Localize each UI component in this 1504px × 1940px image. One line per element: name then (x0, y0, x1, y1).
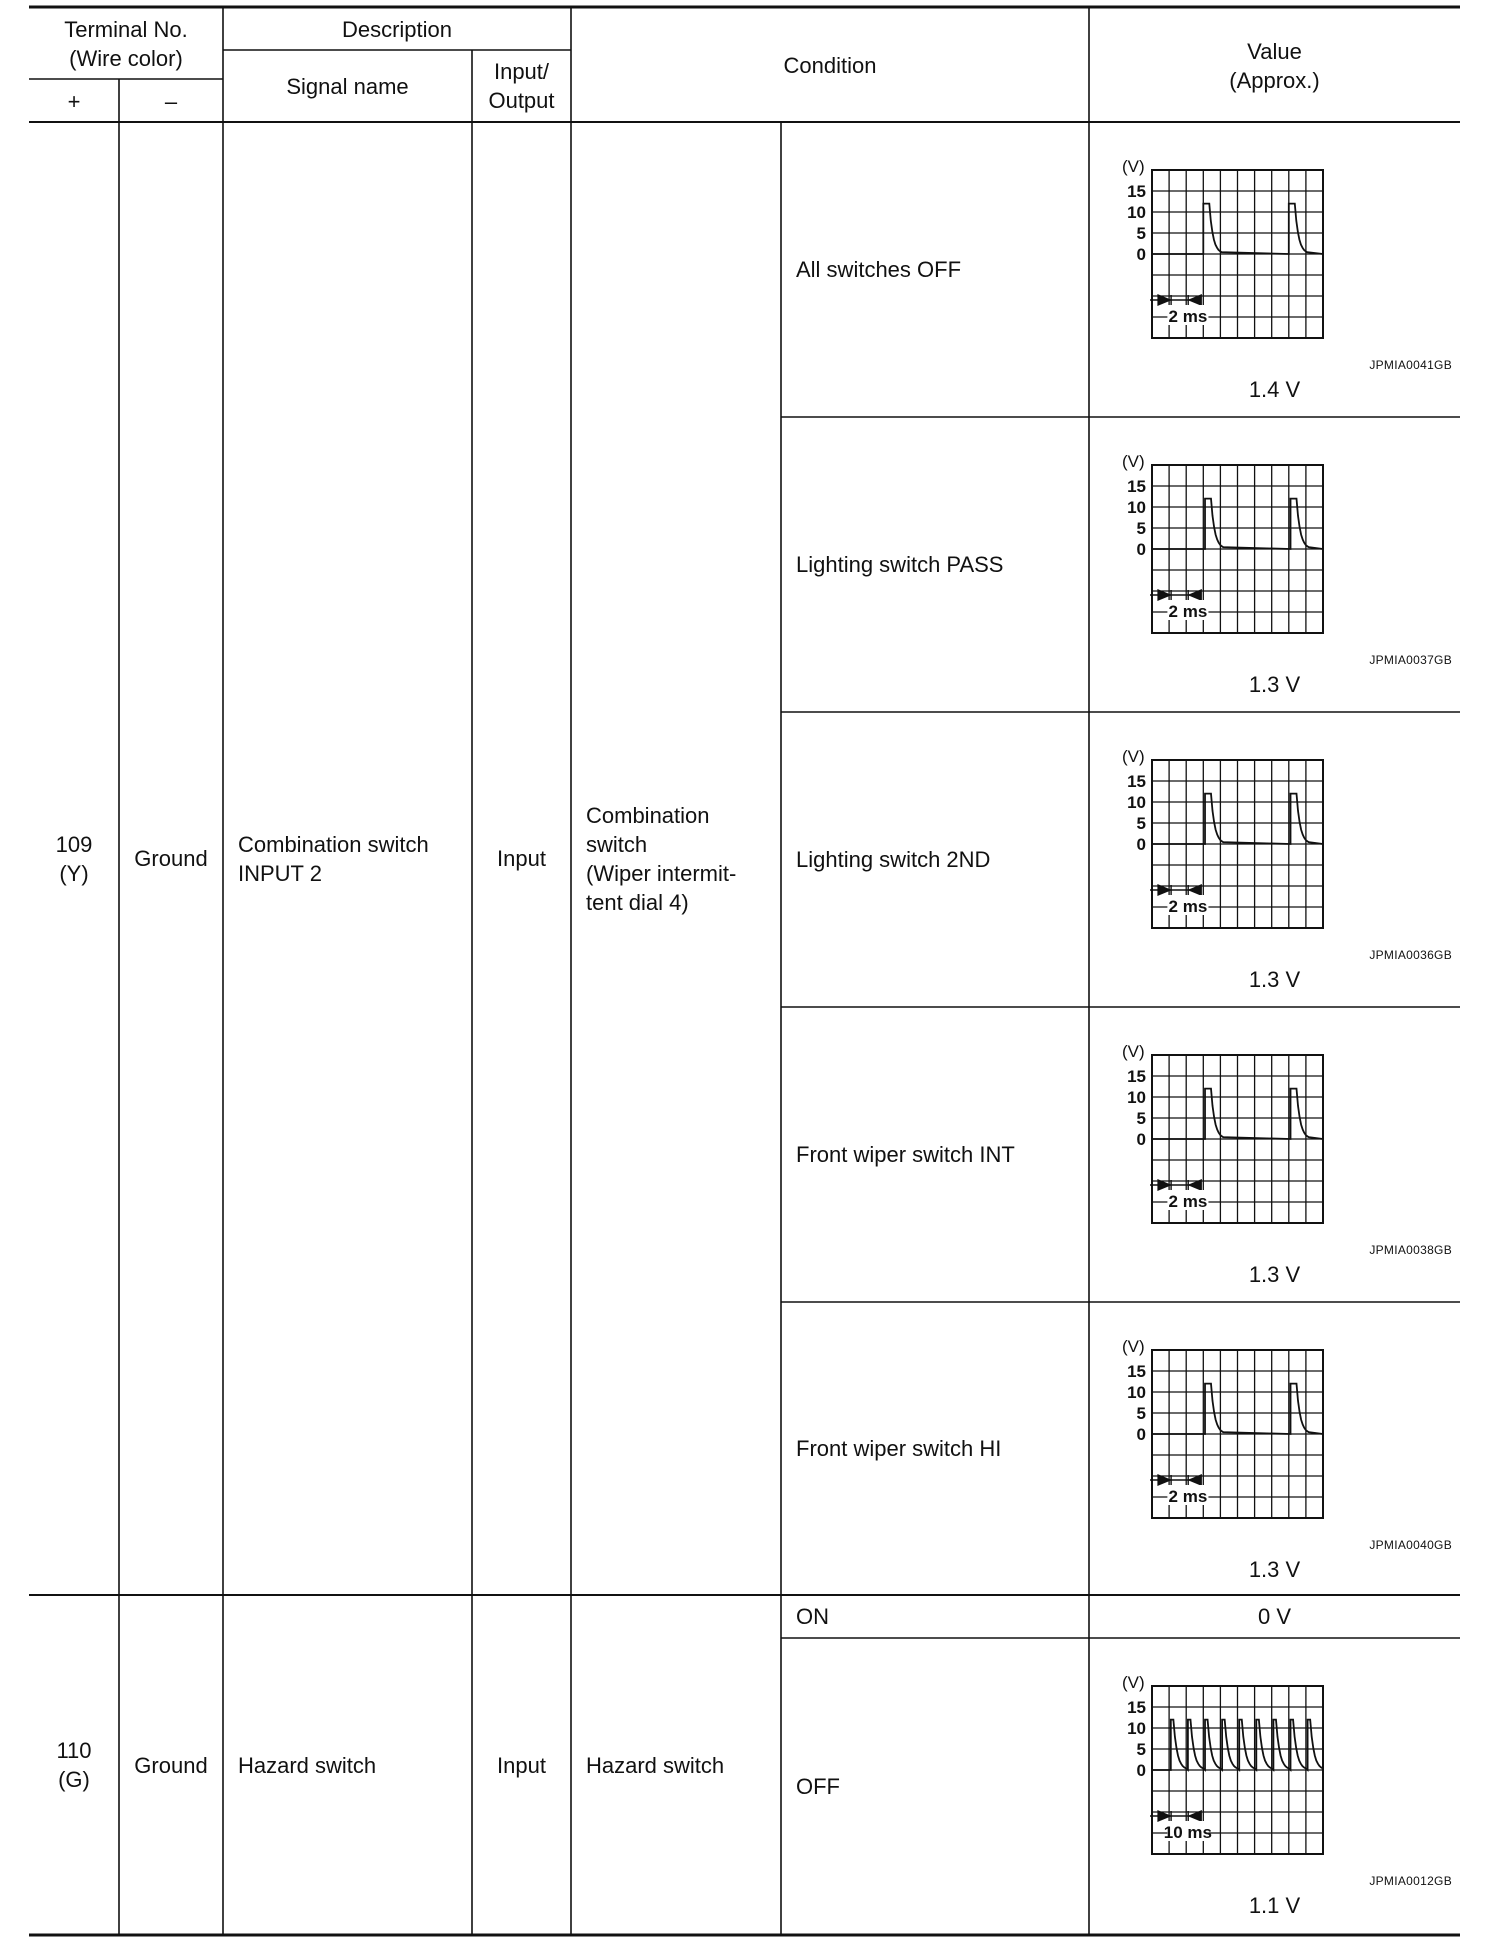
header-description: Description (341, 17, 453, 42)
terminal-number: 109 (55, 831, 93, 857)
header-value (1089, 9, 1460, 122)
state-hazard-on: ON (796, 1604, 829, 1629)
oscilloscope-waveform (1089, 1638, 1460, 1935)
y-tick-label: 10 (1127, 203, 1146, 222)
value-text: 1.4 V (1248, 377, 1301, 402)
value-cell (1089, 712, 1460, 1007)
oscilloscope-waveform (1089, 417, 1460, 712)
time-scale-label: 2 ms (1168, 602, 1208, 621)
condition-line: switch (586, 831, 648, 857)
time-scale-label: 2 ms (1168, 307, 1208, 326)
state-front-wiper-hi: Front wiper switch HI (796, 1436, 1002, 1461)
figure-code: JPMIA0040GB (1369, 1538, 1452, 1552)
condition-109 (571, 122, 781, 1595)
value-cell (1089, 122, 1460, 417)
oscilloscope-waveform (1089, 1007, 1460, 1302)
value-cell (1089, 417, 1460, 712)
signal-name-line: INPUT 2 (238, 860, 322, 886)
y-tick-label: 10 (1127, 1088, 1146, 1107)
y-tick-label: 0 (1136, 1130, 1146, 1149)
y-tick-label: 15 (1127, 1698, 1146, 1717)
terminal-110 (29, 1595, 119, 1935)
y-tick-label: 10 (1127, 1719, 1146, 1738)
state-all-switches-off: All switches OFF (796, 257, 962, 282)
y-tick-label: 0 (1136, 1425, 1146, 1444)
y-tick-label: 0 (1136, 835, 1146, 854)
axis-unit: (V) (1122, 1337, 1145, 1356)
terminal-number: 110 (56, 1738, 92, 1763)
header-value-label: Value (1247, 38, 1302, 64)
header-output-label: Output (488, 88, 555, 113)
value-hazard-on: 0 V (1257, 1604, 1292, 1629)
time-scale-label: 10 ms (1163, 1823, 1213, 1842)
axis-unit: (V) (1122, 452, 1145, 471)
axis-unit: (V) (1122, 747, 1145, 766)
y-tick-label: 0 (1136, 1761, 1146, 1780)
oscilloscope-waveform (1089, 712, 1460, 1007)
y-tick-label: 15 (1127, 772, 1146, 791)
time-scale-label: 2 ms (1168, 897, 1208, 916)
figure-code: JPMIA0036GB (1369, 948, 1452, 962)
condition-line: tent dial 4) (586, 889, 689, 915)
condition-line: (Wiper intermit- (586, 860, 737, 886)
wire-color: (Y) (59, 860, 89, 886)
time-scale-label: 2 ms (1168, 1487, 1208, 1506)
header-terminal-no (29, 9, 223, 79)
header-condition: Condition (783, 53, 877, 78)
y-tick-label: 10 (1127, 793, 1146, 812)
value-text: 1.1 V (1248, 1893, 1301, 1918)
y-tick-label: 5 (1136, 814, 1146, 833)
y-tick-label: 15 (1127, 477, 1146, 496)
value-cell (1089, 1302, 1460, 1595)
signal-name-109 (223, 122, 472, 1595)
value-text: 1.3 V (1248, 1262, 1301, 1287)
y-tick-label: 5 (1136, 1740, 1146, 1759)
header-wire-color-label: (Wire color) (69, 46, 183, 71)
y-tick-label: 10 (1127, 1383, 1146, 1402)
y-tick-label: 5 (1136, 519, 1146, 538)
time-scale-label: 2 ms (1168, 1192, 1208, 1211)
figure-code: JPMIA0041GB (1369, 358, 1452, 372)
axis-unit: (V) (1122, 1673, 1145, 1692)
axis-unit: (V) (1122, 157, 1145, 176)
y-tick-label: 15 (1127, 182, 1146, 201)
header-signal-name: Signal name (286, 73, 409, 99)
state-lighting-pass: Lighting switch PASS (796, 552, 1004, 577)
figure-code: JPMIA0038GB (1369, 1243, 1452, 1257)
oscilloscope-waveform (1089, 122, 1460, 417)
header-approx-label: (Approx.) (1229, 67, 1320, 93)
y-tick-label: 5 (1136, 1109, 1146, 1128)
signal-name-line: Combination switch (238, 831, 429, 857)
y-tick-label: 0 (1136, 245, 1146, 264)
ground-109: Ground (134, 846, 208, 871)
terminal-109 (29, 122, 119, 1595)
value-cell (1089, 1007, 1460, 1302)
header-input-label: Input/ (493, 59, 550, 84)
value-text: 1.3 V (1248, 672, 1301, 697)
state-lighting-2nd: Lighting switch 2ND (796, 847, 991, 872)
header-input-output (472, 50, 571, 122)
y-tick-label: 15 (1127, 1362, 1146, 1381)
signal-name-110: Hazard switch (238, 1752, 377, 1778)
io-109: Input (497, 846, 546, 871)
oscilloscope-waveform (1089, 1302, 1460, 1597)
header-terminal-no-label: Terminal No. (64, 17, 188, 42)
io-110: Input (497, 1752, 546, 1778)
state-hazard-off: OFF (796, 1774, 840, 1799)
condition-110: Hazard switch (586, 1752, 725, 1778)
state-front-wiper-int: Front wiper switch INT (796, 1142, 1015, 1167)
y-tick-label: 15 (1127, 1067, 1146, 1086)
figure-code: JPMIA0037GB (1369, 653, 1452, 667)
condition-line: Combination (586, 802, 710, 828)
value-cell (1089, 1638, 1460, 1935)
y-tick-label: 10 (1127, 498, 1146, 517)
header-plus: + (67, 88, 81, 114)
value-text: 1.3 V (1248, 1557, 1301, 1582)
value-text: 1.3 V (1248, 967, 1301, 992)
y-tick-label: 0 (1136, 540, 1146, 559)
header-minus: – (164, 88, 178, 114)
ground-110: Ground (134, 1752, 208, 1778)
y-tick-label: 5 (1136, 224, 1146, 243)
axis-unit: (V) (1122, 1042, 1145, 1061)
y-tick-label: 5 (1136, 1404, 1146, 1423)
wire-color: (G) (58, 1767, 90, 1792)
figure-code: JPMIA0012GB (1369, 1874, 1452, 1888)
